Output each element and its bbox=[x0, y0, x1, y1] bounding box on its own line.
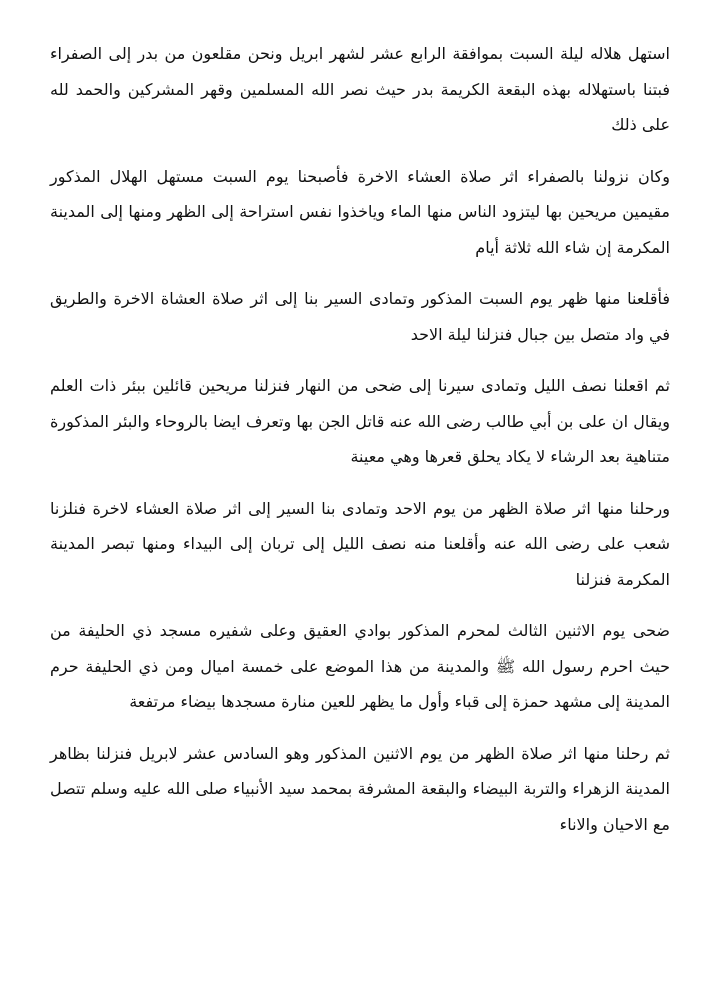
paragraph-4: ثم اقعلنا نصف الليل وتمادى سيرنا إلى ضحى من النهار فنزلنا مريحين قائلين ببئر ذات العلم ويقال ان على بن أبي طالب رضى الله عنه قاتل الجن بها وتعرف ايضا بالروحاء والبئر المذكورة متناهية بعد الرشاء لا يكاد يحلق قعرها وهي معينة bbox=[50, 376, 670, 466]
paragraph-5: ورحلنا منها اثر صلاة الظهر من يوم الاحد وتمادى بنا السير إلى اثر صلاة العشاء لاخرة فنلزنا شعب على رضى الله عنه وأقلعنا منه نصف الليل إلى تربان إلى البيداء ومنها تبصر المدينة المكرمة فنزلنا bbox=[50, 498, 670, 589]
paragraph-7: ثم رحلنا منها اثر صلاة الظهر من يوم الاثنين المذكور وهو السادس عشر لابريل فنزلنا بظاهر المدينة الزهراء والتربة البيضاء والبقعة المشرفة بمحمد سيد الأنبياء صلى الله عليه وسلم تتصل مع الاحيان والاناء bbox=[50, 743, 670, 834]
paragraph-3: فأقلعنا منها ظهر يوم السبت المذكور وتمادى السير بنا إلى اثر صلاة العشاة الاخرة والطريق في واد متصل بين جبال فنزلنا ليلة الاحد bbox=[50, 289, 670, 344]
paragraph-2: وكان نزولنا بالصفراء اثر صلاة العشاء الاخرة فأصبحنا يوم السبت مستهل الهلال المذكور مقيمين مريحين بها ليتزود الناس منها الماء وياخذوا نفس استراحة إلى الظهر ومنها إلى المدينة المكرمة إن شاء الله ثلاثة أيام bbox=[50, 166, 670, 257]
paragraph-1: استهل هلاله ليلة السبت بموافقة الرابع عشر لشهر ابريل ونحن مقلعون من بدر إلى الصفراء فبتنا باستهلاله بهذه البقعة الكريمة بدر حيث نصر الله المسلمين وقهر المشركين والحمد لله على ذلك bbox=[50, 44, 670, 134]
document-page bbox=[50, 36, 670, 858]
paragraph-6: ضحى يوم الاثنين الثالث لمحرم المذكور بوادي العقيق وعلى شفيره مسجد ذي الحليفة من حيث احرم رسول الله ﷺ والمدينة من هذا الموضع على خمسة اميال ومن ذي الحليفة حرم المدينة إلى مشهد حمزة إلى قباء وأول ما يظهر للعين منارة مسجدها بيضاء مرتفعة bbox=[50, 621, 670, 711]
